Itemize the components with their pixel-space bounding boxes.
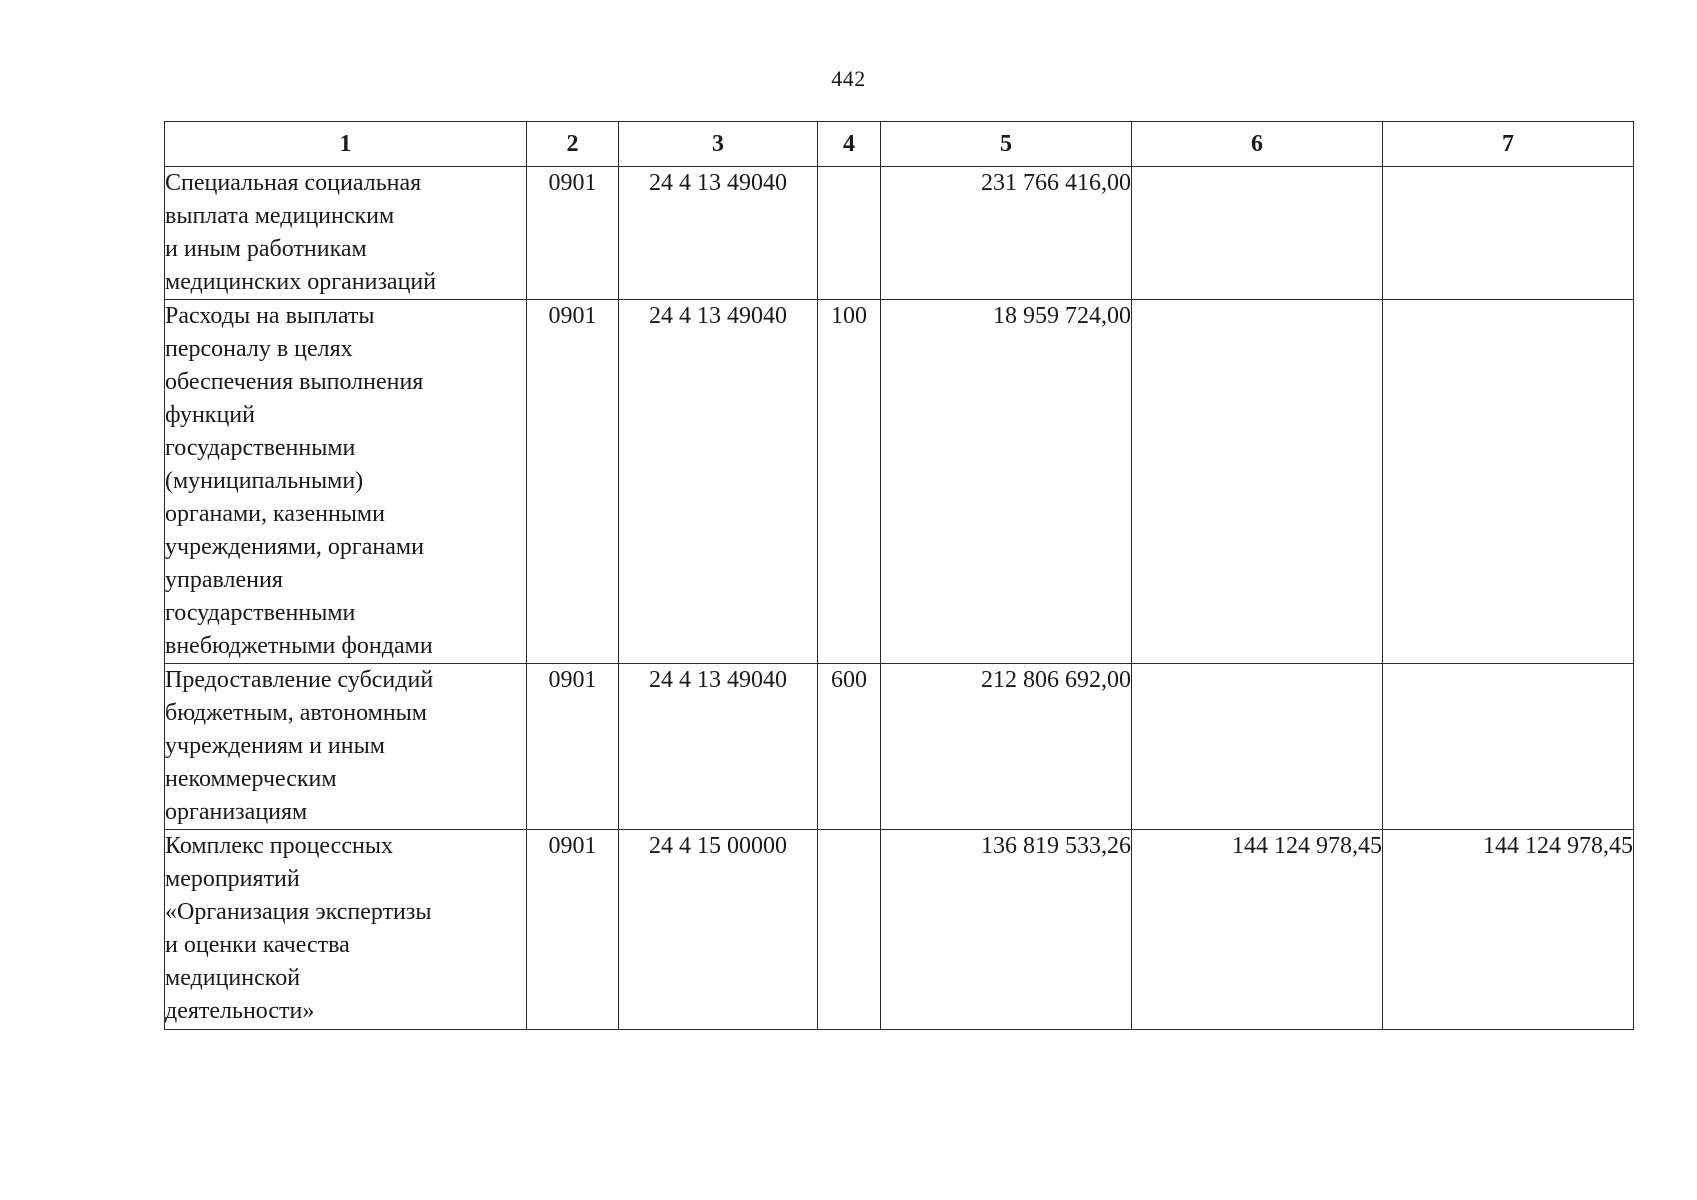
section-code-cell: 0901 (527, 664, 619, 830)
amount-col-6-cell (1132, 167, 1383, 300)
row-name-line: выплата медицинским (165, 203, 395, 229)
budget-table (164, 121, 1634, 1030)
row-name-line: медицинской (165, 965, 301, 991)
row-name-line: учреждениям и иным (165, 733, 385, 759)
target-article-cell: 24 4 13 49040 (619, 664, 818, 830)
amount-col-7-cell (1383, 300, 1634, 664)
target-article-cell: 24 4 13 49040 (619, 167, 818, 300)
amount-col-5-cell: 231 766 416,00 (881, 167, 1132, 300)
row-name-line: управления (165, 567, 283, 593)
row-name-line: персоналу в целях (165, 336, 353, 362)
amount-col-5-cell: 212 806 692,00 (881, 664, 1132, 830)
row-name-cell (165, 830, 527, 1030)
header-col-6: 6 (1132, 122, 1383, 167)
expense-type-cell: 600 (818, 664, 881, 830)
row-name-line: государственными (165, 600, 356, 626)
header-col-3: 3 (619, 122, 818, 167)
row-name-line: бюджетным, автономным (165, 700, 427, 726)
row-name-line: деятельности» (165, 998, 315, 1024)
amount-col-7-cell: 144 124 978,45 (1383, 830, 1634, 1030)
expense-type-cell: 100 (818, 300, 881, 664)
amount-col-5-cell: 136 819 533,26 (881, 830, 1132, 1030)
row-name-line: некоммерческим (165, 766, 337, 792)
amount-col-6-cell (1132, 300, 1383, 664)
row-name-line: государственными (165, 435, 356, 461)
page-number: 442 (831, 66, 866, 91)
amount-col-6-cell (1132, 664, 1383, 830)
row-name-cell (165, 664, 527, 830)
row-name-line: Комплекс процессных (165, 833, 393, 859)
row-name-line: органами, казенными (165, 501, 385, 527)
table-row (165, 300, 1634, 664)
amount-col-6-cell: 144 124 978,45 (1132, 830, 1383, 1030)
amount-col-5-cell: 18 959 724,00 (881, 300, 1132, 664)
header-col-7: 7 (1383, 122, 1634, 167)
row-name-cell (165, 167, 527, 300)
row-name-line: (муниципальными) (165, 468, 364, 494)
expense-type-cell (818, 167, 881, 300)
amount-col-7-cell (1383, 167, 1634, 300)
row-name-line: Расходы на выплаты (165, 303, 375, 329)
expense-type-cell (818, 830, 881, 1030)
header-col-5: 5 (881, 122, 1132, 167)
row-name-line: Предоставление субсидий (165, 667, 434, 693)
table-row (165, 167, 1634, 300)
row-name-cell (165, 300, 527, 664)
row-name-line: и оценки качества (165, 932, 350, 958)
row-name-line: мероприятий (165, 866, 300, 892)
row-name-line: и иным работникам (165, 236, 367, 262)
row-name-line: медицинских организаций (165, 269, 437, 295)
section-code-cell: 0901 (527, 167, 619, 300)
row-name-line: учреждениями, органами (165, 534, 424, 560)
row-name-line: функций (165, 402, 255, 428)
row-name-line: Специальная социальная (165, 170, 422, 196)
table-row (165, 830, 1634, 1030)
header-col-2: 2 (527, 122, 619, 167)
row-name-line: обеспечения выполнения (165, 369, 424, 395)
header-col-4: 4 (818, 122, 881, 167)
row-name-line: «Организация экспертизы (165, 899, 432, 925)
row-name-line: организациям (165, 799, 308, 825)
section-code-cell: 0901 (527, 300, 619, 664)
header-row (165, 122, 1634, 167)
header-col-1: 1 (165, 122, 527, 167)
table-row (165, 664, 1634, 830)
target-article-cell: 24 4 15 00000 (619, 830, 818, 1030)
target-article-cell: 24 4 13 49040 (619, 300, 818, 664)
section-code-cell: 0901 (527, 830, 619, 1030)
row-name-line: внебюджетными фондами (165, 633, 433, 659)
amount-col-7-cell (1383, 664, 1634, 830)
